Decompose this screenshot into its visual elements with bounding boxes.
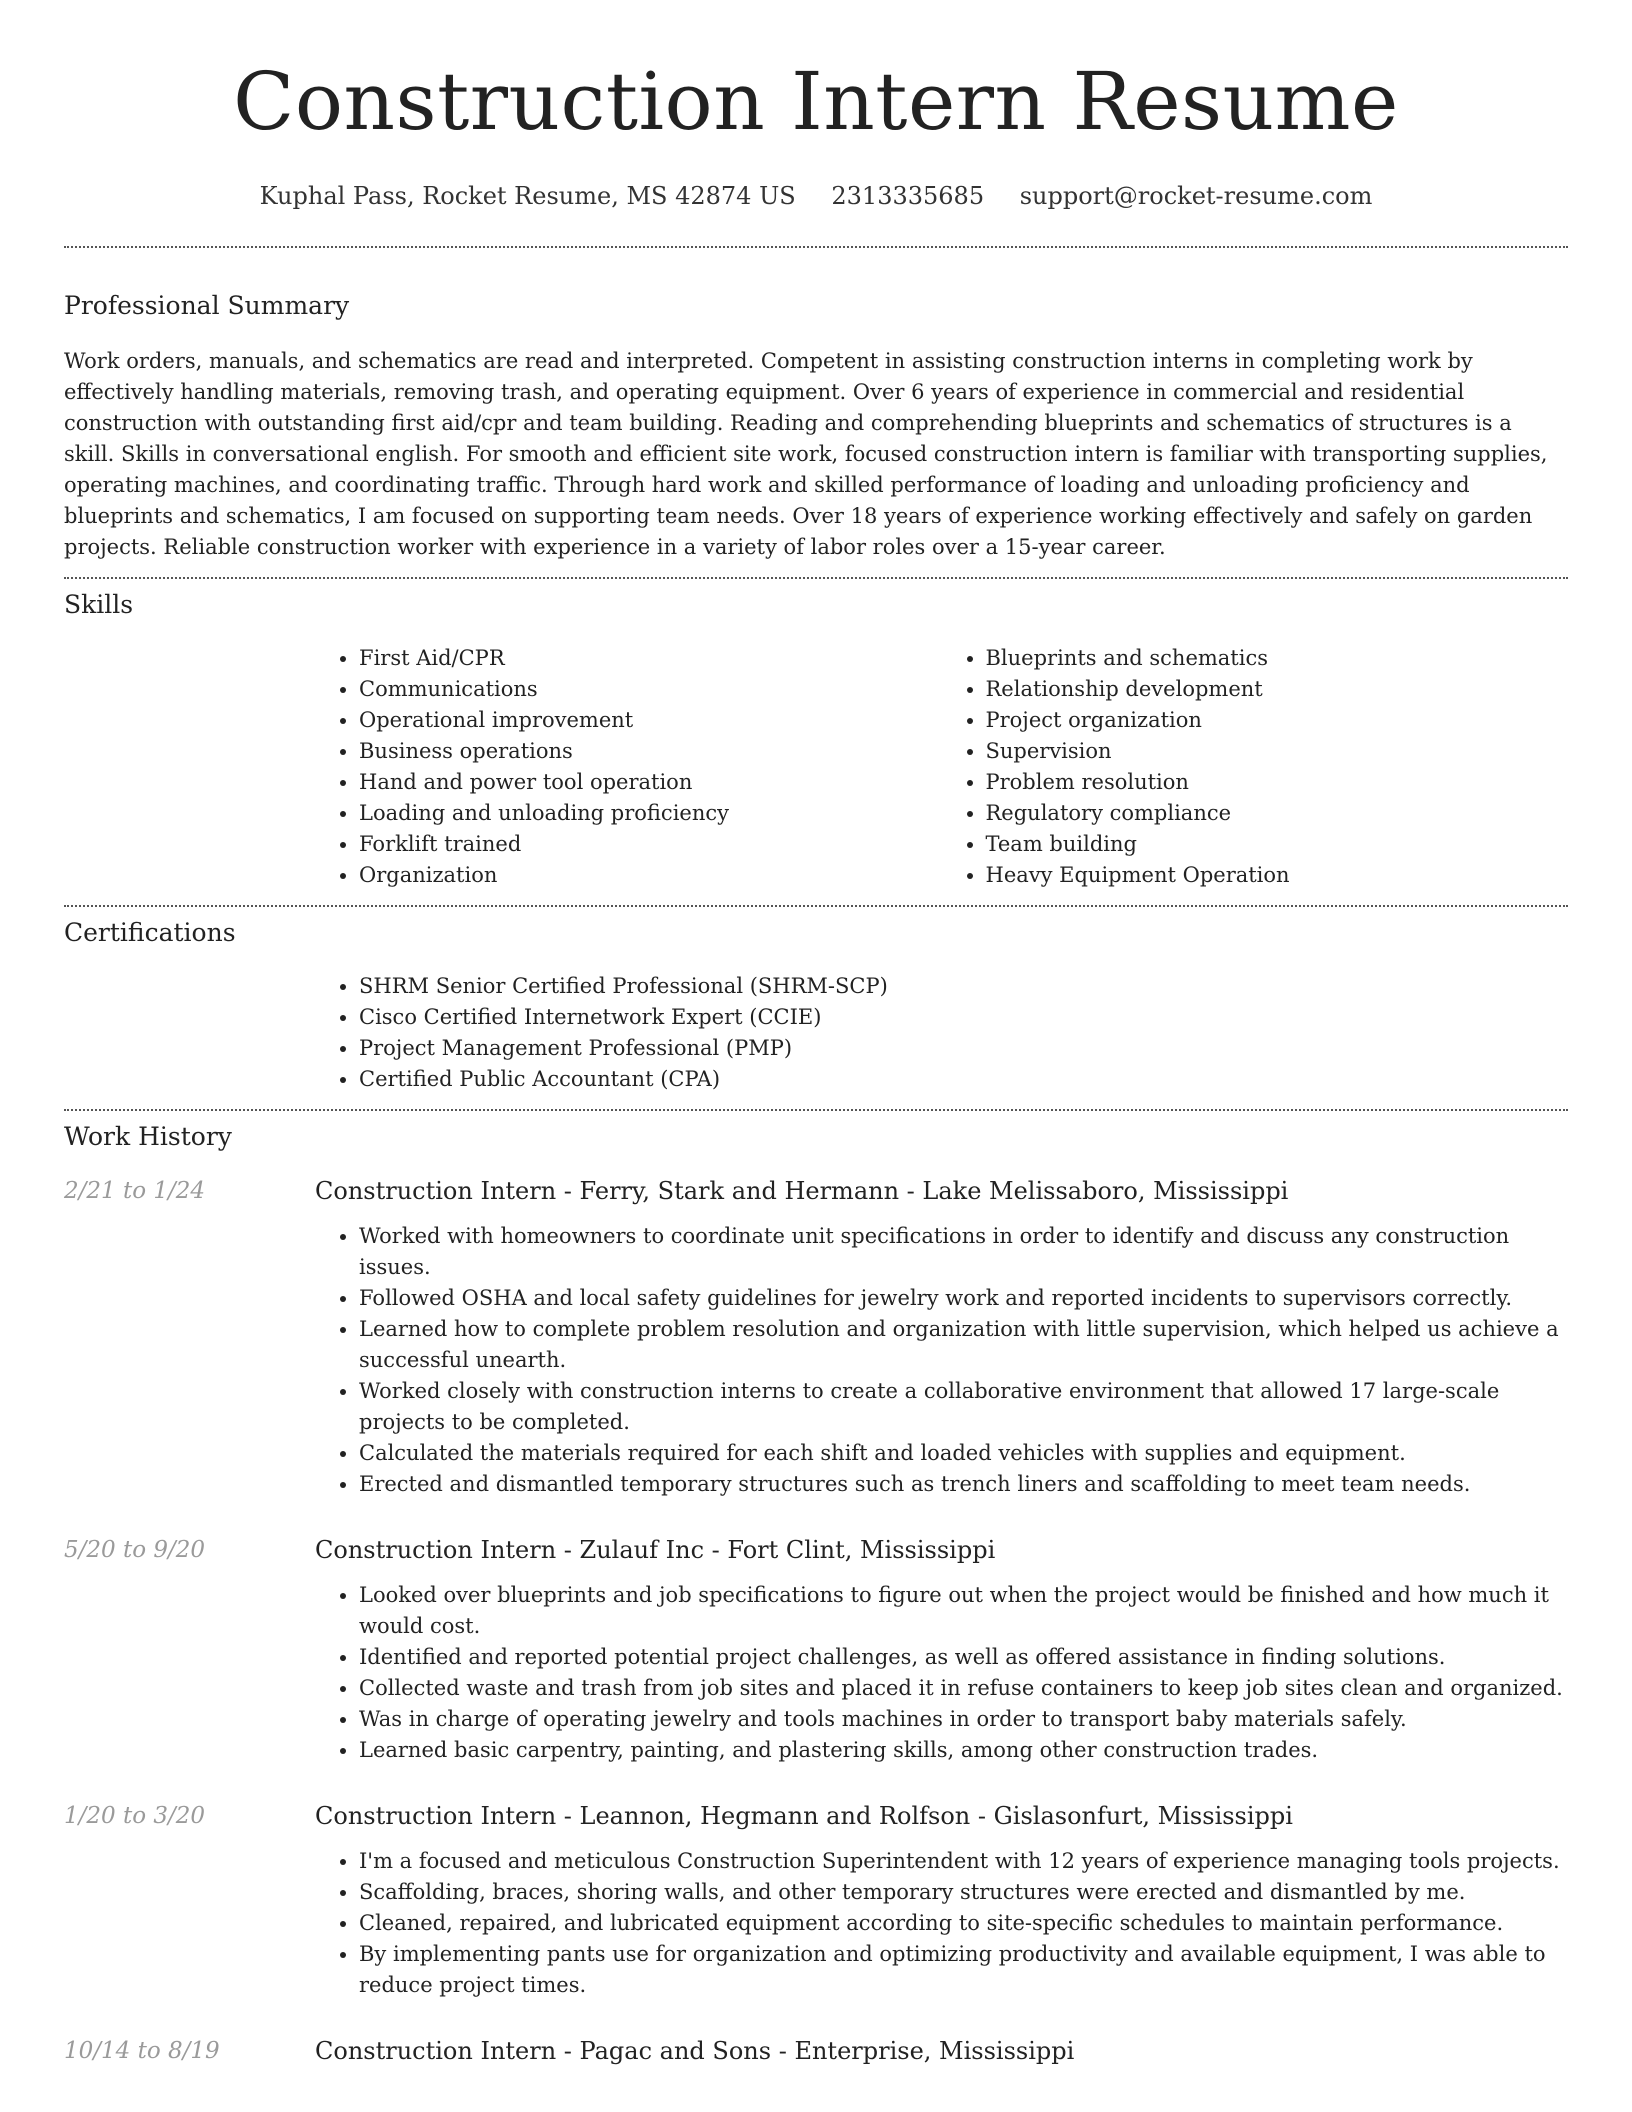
skills-columns (315, 643, 1568, 891)
job-details (315, 1175, 1568, 1500)
job-dates: 5/20 to 9/20 (64, 1537, 206, 1563)
job-bullets (315, 1846, 1568, 2001)
certifications-list (315, 971, 1568, 1095)
contact-phone: 2313335685 (831, 182, 985, 210)
certification-item: • Project Management Professional (PMP) (359, 1033, 1568, 1064)
job-bullets (315, 1221, 1568, 1500)
skill-item: • Business operations (359, 736, 942, 767)
job-bullet: • Learned basic carpentry, painting, and plastering skills, among other construction trades. (359, 1735, 1568, 1766)
certification-item: • SHRM Senior Certified Professional (SHRM-SCP) (359, 971, 1568, 1002)
job-bullet: • By implementing pants use for organization and optimizing productivity and available equipment, I was able to reduce project times. (359, 1939, 1568, 2001)
skill-item: • Communications (359, 674, 942, 705)
skills-list-left (315, 643, 942, 891)
job-title: Construction Intern - Leannon, Hegmann and Rolfson - Gislasonfurt, Mississippi (315, 1802, 1293, 1830)
certification-item: • Cisco Certified Internetwork Expert (CCIE) (359, 1002, 1568, 1033)
job-title: Construction Intern - Ferry, Stark and Hermann - Lake Melissaboro, Mississippi (315, 1177, 1289, 1205)
contact-line (64, 180, 1568, 212)
skill-item: • Project organization (986, 705, 1569, 736)
certification-item: • Certified Public Accountant (CPA) (359, 1064, 1568, 1095)
skills-list-right (942, 643, 1569, 891)
skill-item: • Loading and unloading proficiency (359, 798, 942, 829)
job-bullet: • Identified and reported potential project challenges, as well as offered assistance in finding solutions. (359, 1642, 1568, 1673)
summary-section (64, 248, 1568, 577)
skill-item: • Operational improvement (359, 705, 942, 736)
skill-item: • Heavy Equipment Operation (986, 860, 1569, 891)
job-bullet: • Worked closely with construction interns to create a collaborative environment that allowed 17 large-scale projects to be completed. (359, 1376, 1568, 1438)
job-entry (64, 1800, 1568, 2001)
job-bullets (315, 1580, 1568, 1766)
resume-title: Construction Intern Resume (233, 55, 1399, 148)
job-bullet: • Learned how to complete problem resolution and organization with little supervision, which helped us achieve a successful unearth. (359, 1314, 1568, 1376)
job-bullet: • Scaffolding, braces, shoring walls, and other temporary structures were erected and dismantled by me. (359, 1877, 1568, 1908)
skill-item: • Relationship development (986, 674, 1569, 705)
job-bullet: • Was in charge of operating jewelry and tools machines in order to transport baby materials safely. (359, 1704, 1568, 1735)
skill-item: • Organization (359, 860, 942, 891)
job-details (315, 1800, 1568, 2001)
skill-item: • Hand and power tool operation (359, 767, 942, 798)
skills-heading: Skills (64, 590, 134, 619)
job-title: Construction Intern - Pagac and Sons - Enterprise, Mississippi (315, 2037, 1075, 2065)
job-bullet: • Followed OSHA and local safety guidelines for jewelry work and reported incidents to supervisors correctly. (359, 1283, 1568, 1314)
job-bullet: • Erected and dismantled temporary structures such as trench liners and scaffolding to meet team needs. (359, 1469, 1568, 1500)
work-history-heading: Work History (64, 1122, 232, 1151)
job-details (315, 2035, 1074, 2067)
skill-item: • Team building (986, 829, 1569, 860)
job-entry (64, 1175, 1568, 1500)
contact-email: support@rocket-resume.com (1019, 182, 1373, 210)
skill-item: • Blueprints and schematics (986, 643, 1569, 674)
skills-section (64, 579, 1568, 905)
contact-address: Kuphal Pass, Rocket Resume, MS 42874 US (259, 182, 796, 210)
skill-item: • Forklift trained (359, 829, 942, 860)
summary-heading: Professional Summary (64, 291, 350, 320)
job-bullet: • Calculated the materials required for each shift and loaded vehicles with supplies and equipment. (359, 1438, 1568, 1469)
job-bullet: • I'm a focused and meticulous Construction Superintendent with 12 years of experience managing tools projects. (359, 1846, 1568, 1877)
job-bullet: • Collected waste and trash from job sites and placed it in refuse containers to keep job sites clean and organized. (359, 1673, 1568, 1704)
summary-text: Work orders, manuals, and schematics are read and interpreted. Competent in assisting construction interns in completing work by effectively handling materials, removing trash, and operating equipment. Over 6 years of experience in commercial and residential construction with outstanding first aid/cpr and team building. Reading and comprehending blueprints and schematics of structures is a skill. Skills in conversational english. For smooth and efficient site work, focused construction intern is familiar with transporting supplies, operating machines, and coordinating traffic. Through hard work and skilled performance of loading and unloading proficiency and blueprints and schematics, I am focused on supporting team needs. Over 18 years of experience working effectively and safely on garden projects. Reliable construction worker with experience in a variety of labor roles over a 15-year career. (64, 349, 1548, 559)
skill-item: • Supervision (986, 736, 1569, 767)
job-entry (64, 2035, 1568, 2067)
certifications-section (64, 907, 1568, 1109)
job-entry (64, 1534, 1568, 1766)
skill-item: • Problem resolution (986, 767, 1569, 798)
skill-item: • Regulatory compliance (986, 798, 1569, 829)
job-bullet: • Looked over blueprints and job specifications to figure out when the project would be finished and how much it would cost. (359, 1580, 1568, 1642)
job-dates: 2/21 to 1/24 (64, 1178, 206, 1204)
skill-item: • First Aid/CPR (359, 643, 942, 674)
job-dates: 1/20 to 3/20 (64, 1803, 206, 1829)
job-bullet: • Cleaned, repaired, and lubricated equipment according to site-specific schedules to maintain performance. (359, 1908, 1568, 1939)
job-title: Construction Intern - Zulauf Inc - Fort Clint, Mississippi (315, 1536, 996, 1564)
job-dates: 10/14 to 8/19 (64, 2038, 220, 2064)
job-bullet: • Worked with homeowners to coordinate unit specifications in order to identify and discuss any construction issues. (359, 1221, 1568, 1283)
certifications-heading: Certifications (64, 918, 236, 947)
job-details (315, 1534, 1568, 1766)
work-history-section (64, 1111, 1568, 2067)
